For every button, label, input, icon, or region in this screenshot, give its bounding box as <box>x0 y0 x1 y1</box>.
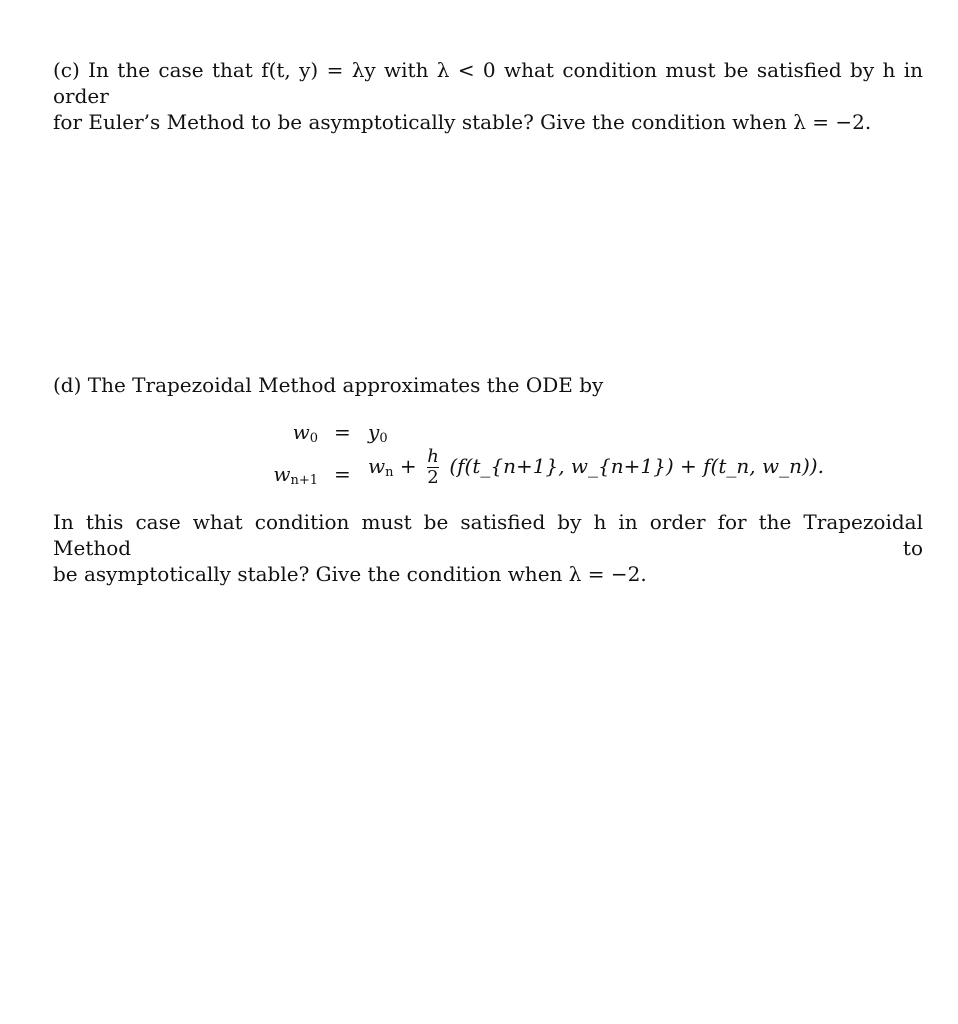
equation-step-equals: = <box>334 462 351 486</box>
part-d-question-line-2: be asymptotically stable? Give the condition when λ = −2. <box>53 562 647 586</box>
fraction-h-over-2: $\frac{h}{2}$ <box>427 446 439 488</box>
part-d-intro-text: (d) The Trapezoidal Method approximates the ODE by <box>53 373 604 397</box>
part-c-line-1: (c) In the case that f(t, y) = λy with λ < 0 what condition must be satisfied by h in order <box>53 58 923 108</box>
equation-step-lhs: $w_{n+1}$ <box>273 462 318 488</box>
part-d-intro <box>53 372 923 398</box>
part-c-question <box>53 57 923 135</box>
equation-step-average-term: (f(t_{n+1}, w_{n+1}) + f(t_n, w_n)). <box>449 454 824 478</box>
equation-initial-lhs: $w_0$ <box>292 420 318 446</box>
part-c-line-2: for Euler’s Method to be asymptotically stable? Give the condition when λ = −2. <box>53 110 872 134</box>
equation-step-rhs: $w_n$ + $\frac{h}{2}$ (f(t_{n+1}, w_{n+1}) + f(t_n, w_n)). <box>368 446 824 488</box>
part-d-question <box>53 509 923 587</box>
equation-initial-rhs: $y_0$ <box>368 420 388 446</box>
part-d-question-line-1: In this case what condition must be satisfied by h in order for the Trapezoidal Method to <box>53 510 923 560</box>
equation-initial-equals: = <box>334 420 351 444</box>
